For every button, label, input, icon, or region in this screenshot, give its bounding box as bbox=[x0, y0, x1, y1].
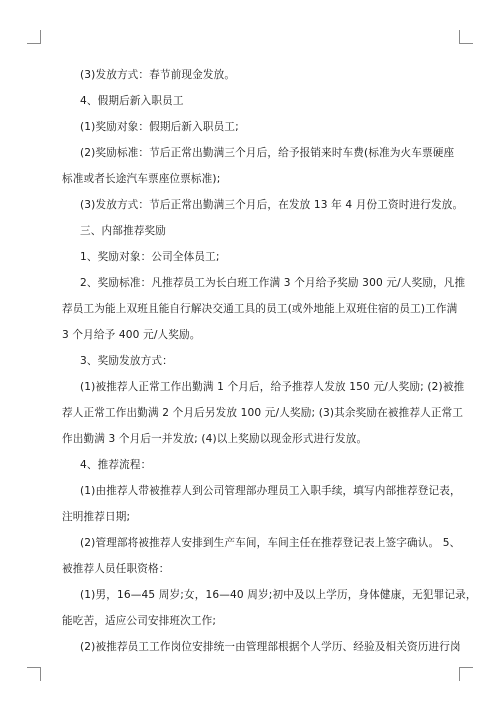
crop-mark-bottom-right bbox=[459, 667, 473, 681]
paragraph-line: (2)奖励标准：节后正常出勤满三个月后，给予报销来时车费(标准为火车票硬座 bbox=[80, 147, 455, 159]
paragraph-line: (1)男，16—45 周岁;女，16—40 周岁;初中及以上学历，身体健康，无犯罪记录， bbox=[80, 589, 477, 601]
paragraph-line: (2)管理部将被推荐人安排到生产车间，车间主任在推荐登记表上签字确认。 5、 bbox=[80, 537, 461, 549]
paragraph-line: 荐员工为能上双班且能自行解决交通工具的员工(或外地能上双班住宿的员工)工作满 bbox=[62, 303, 458, 315]
paragraph-line: 能吃苦，适应公司安排班次工作; bbox=[62, 615, 217, 627]
paragraph-line: 注明推荐日期; bbox=[62, 511, 131, 523]
paragraph-line: 3 个月给予 400 元/人奖励。 bbox=[62, 329, 201, 341]
section-heading: 4、推荐流程： bbox=[80, 459, 152, 471]
paragraph-line: 被推荐人员任职资格： bbox=[62, 563, 170, 575]
paragraph-line: 标准或者长途汽车票座位票标准); bbox=[62, 173, 221, 185]
paragraph-line: 1、奖励对象：公司全体员工; bbox=[80, 251, 220, 263]
paragraph-line: (3)发放方式：节后正常出勤满三个月后，在发放 13 年 4 月份工资时进行发放。 bbox=[80, 199, 464, 211]
section-heading: 三、内部推荐奖励 bbox=[80, 225, 166, 237]
paragraph-line: 作出勤满 3 个月后一并发放; (4)以上奖励以现金形式进行发放。 bbox=[62, 433, 368, 445]
paragraph-line: (3)发放方式：春节前现金发放。 bbox=[80, 69, 236, 81]
paragraph-line: (1)奖励对象：假期后新入职员工; bbox=[80, 121, 239, 133]
section-heading: 4、假期后新入职员工 bbox=[80, 95, 184, 107]
paragraph-line: 2、奖励标准：凡推荐员工为长白班工作满 3 个月给予奖励 300 元/人奖励，凡推 bbox=[80, 277, 466, 289]
crop-mark-top-right bbox=[459, 30, 473, 44]
crop-mark-bottom-left bbox=[27, 667, 41, 681]
paragraph-line: (1)由推荐人带被推荐人到公司管理部办理员工入职手续，填写内部推荐登记表， bbox=[80, 485, 461, 497]
paragraph-line: (2)被推荐员工工作岗位安排统一由管理部根据个人学历、经验及相关资历进行岗 bbox=[80, 641, 461, 653]
paragraph-line: 荐人正常工作出勤满 2 个月后另发放 100 元/人奖励; (3)其余奖励在被推荐人正常工 bbox=[62, 407, 464, 419]
crop-mark-top-left bbox=[27, 30, 41, 44]
section-heading: 3、奖励发放方式： bbox=[80, 355, 173, 367]
paragraph-line: (1)被推荐人正常工作出勤满 1 个月后，给予推荐人发放 150 元/人奖励; (2)被推 bbox=[80, 381, 465, 393]
